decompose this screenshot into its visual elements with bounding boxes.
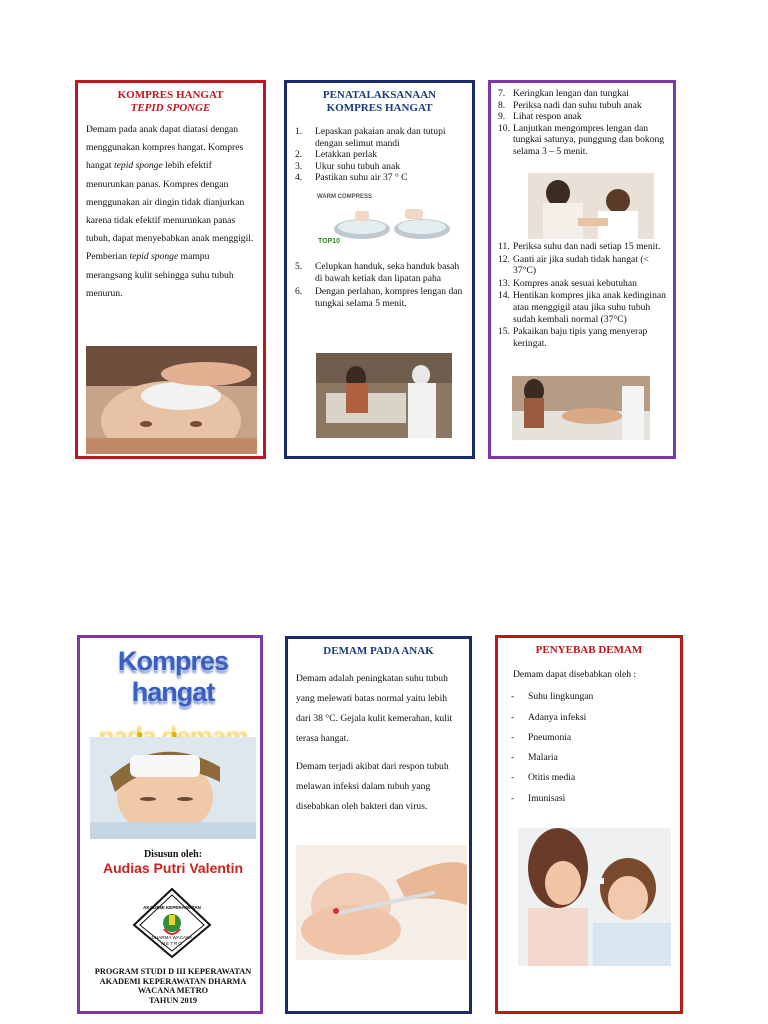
cause-text: Otitis media xyxy=(528,772,576,784)
panel-cover xyxy=(77,635,263,1014)
bullet-dash: - xyxy=(511,731,515,743)
step-text: Pastikan suhu air 37 ° C xyxy=(315,172,408,184)
baby-thermometer-photo xyxy=(296,845,467,960)
footer-line-1: PROGRAM STUDI D III KEPERAWATAN xyxy=(94,967,252,976)
logo-text-bottom: DHARMA WACANA xyxy=(151,935,193,940)
cause-item xyxy=(511,728,672,748)
step-item xyxy=(498,326,673,349)
step-text: Dengan perlahan, kompres lengan dan tungkai selama 5 menit. xyxy=(315,286,463,309)
step-number: 9. xyxy=(498,111,506,123)
step-text: Pakaikan baju tipis yang menyerap keringat. xyxy=(513,326,648,349)
cover-footer xyxy=(80,967,263,1005)
footer-line-2: AKADEMI KEPERAWATAN DHARMA xyxy=(99,976,247,986)
panel-demam-pada-anak xyxy=(285,636,472,1014)
steps-list-4 xyxy=(498,241,673,350)
step-item xyxy=(295,261,467,284)
step-item xyxy=(295,286,467,309)
mother-sick-child-photo xyxy=(518,828,671,966)
step-text: Keringkan lengan dan tungkai xyxy=(513,88,629,99)
step-text: Ukur suhu tubuh anak xyxy=(315,160,400,172)
step-number: 10. xyxy=(498,122,510,134)
step-text: Kompres anak sesuai kebutuhan xyxy=(513,277,637,289)
panel-kompres-hangat-tepid-sponge xyxy=(75,80,266,459)
step-number: 5. xyxy=(295,261,303,272)
logo-text-top: AKADEMI KEPERAWATAN xyxy=(143,905,201,910)
step-item xyxy=(498,88,670,100)
step-text: Lihat respon anak xyxy=(513,111,582,123)
step-number: 4. xyxy=(295,172,303,184)
mother-child-photo xyxy=(528,173,654,239)
panel-penatalaksanaan xyxy=(284,80,475,459)
panel-subtitle: KOMPRES HANGAT xyxy=(326,102,433,114)
steps-list-3 xyxy=(498,88,670,158)
step-text: Letakkan perlak xyxy=(315,149,378,161)
wordart-line-1: Kompres hangat xyxy=(117,646,229,707)
disusun-label: Disusun oleh: xyxy=(143,849,203,860)
step-text: Hentikan kompres jika anak kedinginan atau menggigil atau jika suhu tubuh sudah kembali normal (37°C) xyxy=(513,290,666,325)
panel-title: KOMPRES HANGAT xyxy=(117,89,224,101)
bullet-dash: - xyxy=(511,711,515,723)
step-number: 15. xyxy=(498,326,510,338)
logo-text-city: METRO xyxy=(161,941,183,946)
step-text: Celupkan handuk, seka handuk basah di bawah ketiak dan lipatan paha xyxy=(315,261,460,284)
cause-item xyxy=(511,789,672,809)
step-item xyxy=(295,161,464,173)
cause-text: Malaria xyxy=(528,752,558,764)
footer-line-3: WACANA METRO xyxy=(137,986,209,996)
author-name: Audias Putri Valentin xyxy=(102,860,244,876)
steps-list-1 xyxy=(295,126,464,184)
step-number: 1. xyxy=(295,126,303,137)
intro-paragraph: Demam pada anak dapat diatasi dengan menggunakan kompres hangat. Kompres hangat tepid sponge lebih efektif menurunkan panas. Kompres dengan menggunakan air dingin tidak dianjurkan karena tidak efektif menurunkan panas tubuh, dapat menyebabkan anak menggigil. Pemberian tepid sponge mampu merangsang kulit sehingga suhu tubuh menurun. xyxy=(86,124,254,299)
cause-item xyxy=(511,708,672,728)
warm-compress-photo xyxy=(317,193,457,251)
cause-text: Pneumonia xyxy=(528,731,572,743)
step-number: 8. xyxy=(498,99,506,111)
step-item xyxy=(498,254,673,277)
step-item xyxy=(295,149,464,161)
step-number: 12. xyxy=(498,253,510,265)
bullet-dash: - xyxy=(511,691,515,703)
step-text: Periksa nadi dan suhu tubuh anak xyxy=(513,99,642,111)
panel-subtitle: TEPID SPONGE xyxy=(130,102,211,114)
nurse-patient-photo xyxy=(316,353,452,438)
step-item xyxy=(498,241,673,253)
cause-paragraph: Demam terjadi akibat dari respon tubuh melawan infeksi dalam tubuh yang disebabkan oleh bakteri dan virus. xyxy=(296,761,449,812)
panel-title: PENYEBAB DEMAM xyxy=(535,644,643,656)
child-in-bed-photo xyxy=(512,376,650,440)
panel-title: DEMAM PADA ANAK xyxy=(323,645,434,657)
cause-item xyxy=(511,768,672,788)
footer-line-4: TAHUN 2019 xyxy=(148,995,197,1005)
step-text: Lepaskan pakaian anak dan tutupi dengan selimut mandi xyxy=(315,126,446,149)
causes-list xyxy=(506,687,672,809)
step-number: 14. xyxy=(498,290,510,302)
panel-penyebab-demam xyxy=(495,635,683,1014)
step-item xyxy=(498,278,673,290)
step-number: 6. xyxy=(295,286,303,298)
step-text: Ganti air jika sudah tidak hangat (< 37°C) xyxy=(513,253,649,277)
step-number: 11. xyxy=(498,241,510,252)
step-number: 13. xyxy=(498,277,510,289)
step-item xyxy=(498,100,670,112)
step-number: 3. xyxy=(295,160,303,172)
step-item xyxy=(295,126,464,149)
step-number: 2. xyxy=(295,149,303,161)
step-text: Lanjutkan mengompres lengan dan tungkai satunya, punggung dan bokong selama 3 – 5 menit. xyxy=(513,122,665,157)
academy-logo xyxy=(132,887,212,959)
cause-text: Imunisasi xyxy=(528,792,566,804)
warm-compress-label: WARM COMPRESS xyxy=(317,194,373,200)
bullet-dash: - xyxy=(511,772,515,784)
cause-text: Adanya infeksi xyxy=(528,711,587,723)
causes-intro: Demam dapat disebabkan oleh : xyxy=(513,669,637,680)
bullet-dash: - xyxy=(511,752,515,764)
step-item xyxy=(498,290,673,325)
step-item xyxy=(498,111,670,123)
panel-langkah-lanjutan xyxy=(488,80,676,459)
step-item xyxy=(498,123,670,158)
child-compress-photo xyxy=(86,346,257,454)
top10-logo: TOP10 xyxy=(318,238,341,245)
sick-boy-photo xyxy=(90,737,256,839)
cause-item xyxy=(511,687,672,707)
definition-paragraph: Demam adalah peningkatan suhu tubuh yang melewati batas normal yaitu lebih dari 38 °C. Gejala kulit kemerahan, kulit terasa hangat. xyxy=(296,673,453,744)
step-item xyxy=(295,172,464,184)
step-text: Periksa suhu dan nadi setiap 15 menit. xyxy=(513,241,661,252)
steps-list-2 xyxy=(295,261,467,311)
bullet-dash: - xyxy=(511,792,515,804)
step-number: 7. xyxy=(498,88,506,99)
panel-title: PENATALAKSANAAN xyxy=(322,89,437,101)
cause-item xyxy=(511,748,672,768)
cause-text: Suhu lingkungan xyxy=(528,691,594,703)
